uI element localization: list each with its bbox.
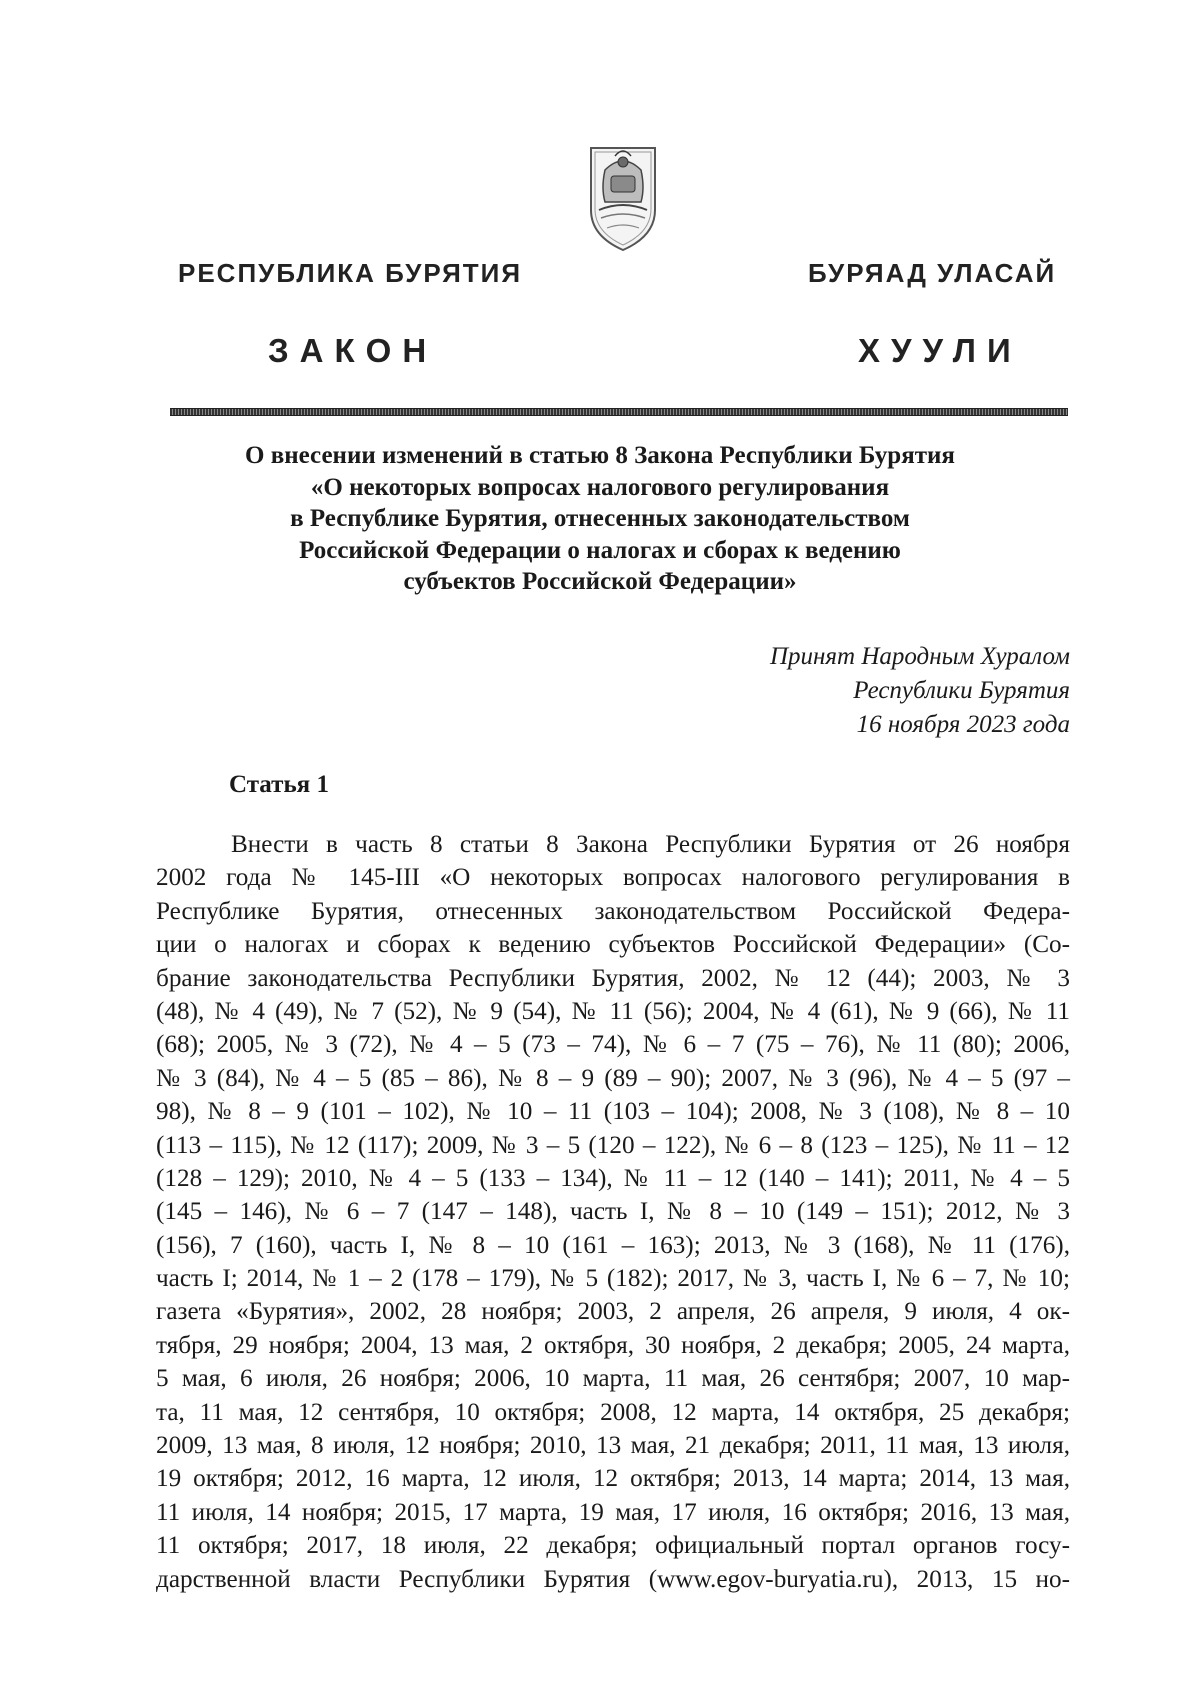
body-line: (145 – 146), № 6 – 7 (147 – 148), часть I, № 8 – 10 (149 – 151); 2012, № 3 — [156, 1198, 1070, 1226]
adoption-line: Республики Бурятия — [853, 677, 1070, 704]
body-line: Внести в часть 8 статьи 8 Закона Республики Бурятия от 26 ноября — [231, 831, 1070, 858]
body-line: часть I; 2014, № 1 – 2 (178 – 179), № 5 (182); 2017, № 3, часть I, № 6 – 7, № 10; — [156, 1265, 1070, 1293]
article-body — [156, 828, 1070, 1596]
title-line: О внесении изменений в статью 8 Закона Республики Бурятия — [245, 442, 955, 469]
law-label-russian: ЗАКОН — [268, 332, 438, 369]
body-line: (48), № 4 (49), № 7 (52), № 9 (54), № 11 (56); 2004, № 4 (61), № 9 (66), № 11 — [156, 997, 1070, 1025]
region-name-russian: РЕСПУБЛИКА БУРЯТИЯ — [178, 258, 523, 288]
body-line: 11 октября; 2017, 18 июля, 22 декабря; официальный портал органов госу- — [156, 1532, 1070, 1560]
title-line: субъектов Российской Федерации» — [403, 568, 797, 595]
body-line: 98), № 8 – 9 (101 – 102), № 10 – 11 (103 – 104); 2008, № 3 (108), № 8 – 10 — [156, 1098, 1070, 1126]
title-line: в Республике Бурятия, отнесенных законодательством — [290, 505, 910, 532]
body-line: 2002 года № 145-III «О некоторых вопросах налогового регулирования в — [156, 864, 1070, 892]
region-name-buryat: БУРЯАД УЛАСАЙ — [808, 258, 1057, 288]
body-line: (68); 2005, № 3 (72), № 4 – 5 (73 – 74), № 6 – 7 (75 – 76), № 11 (80); 2006, — [156, 1031, 1070, 1059]
body-line: брание законодательства Республики Бурятия, 2002, № 12 (44); 2003, № 3 — [156, 964, 1070, 992]
coat-of-arms-emblem — [585, 140, 661, 252]
law-title — [150, 440, 1050, 598]
body-line: 5 мая, 6 июля, 26 ноября; 2006, 10 марта, 11 мая, 26 сентября; 2007, 10 мар- — [156, 1365, 1070, 1393]
body-line: (113 – 115), № 12 (117); 2009, № 3 – 5 (120 – 122), № 6 – 8 (123 – 125), № 11 – 12 — [156, 1131, 1070, 1159]
body-line: тября, 29 ноября; 2004, 13 мая, 2 октября, 30 ноября, 2 декабря; 2005, 24 марта, — [156, 1331, 1070, 1359]
adoption-line: 16 ноября 2023 года — [856, 711, 1070, 738]
adoption-line: Принят Народным Хуралом — [769, 643, 1070, 670]
body-line: (156), 7 (160), часть I, № 8 – 10 (161 – 163); 2013, № 3 (168), № 11 (176), — [156, 1231, 1070, 1259]
adoption-note — [770, 640, 1070, 742]
body-line: (128 – 129); 2010, № 4 – 5 (133 – 134), № 11 – 12 (140 – 141); 2011, № 4 – 5 — [156, 1164, 1070, 1192]
title-line: Российской Федерации о налогах и сборах к ведению — [299, 536, 901, 564]
law-label-buryat: ХУУЛИ — [858, 332, 1022, 369]
body-line: 2009, 13 мая, 8 июля, 12 ноября; 2010, 13 мая, 21 декабря; 2011, 11 мая, 13 июля, — [156, 1432, 1070, 1460]
body-line: Республике Бурятия, отнесенных законодательством Российской Федера- — [156, 897, 1070, 925]
body-line: № 3 (84), № 4 – 5 (85 – 86), № 8 – 9 (89 – 90); 2007, № 3 (96), № 4 – 5 (97 – — [156, 1064, 1070, 1092]
body-line: ции о налогах и сборах к ведению субъектов Российской Федерации» (Со- — [156, 931, 1070, 959]
body-line: дарственной власти Республики Бурятия (www.egov-buryatia.ru), 2013, 15 но- — [156, 1565, 1070, 1593]
article-heading: Статья 1 — [229, 771, 329, 798]
body-line: 19 октября; 2012, 16 марта, 12 июля, 12 октября; 2013, 14 марта; 2014, 13 мая, — [156, 1465, 1070, 1493]
header-divider — [170, 408, 1068, 416]
body-line: газета «Бурятия», 2002, 28 ноября; 2003, 2 апреля, 26 апреля, 9 июля, 4 ок- — [156, 1298, 1070, 1326]
title-line: «О некоторых вопросах налогового регулирования — [310, 473, 890, 501]
body-line: та, 11 мая, 12 сентября, 10 октября; 2008, 12 марта, 14 октября, 25 декабря; — [156, 1398, 1070, 1426]
body-line: 11 июля, 14 ноября; 2015, 17 марта, 19 мая, 17 июля, 16 октября; 2016, 13 мая, — [156, 1498, 1070, 1526]
